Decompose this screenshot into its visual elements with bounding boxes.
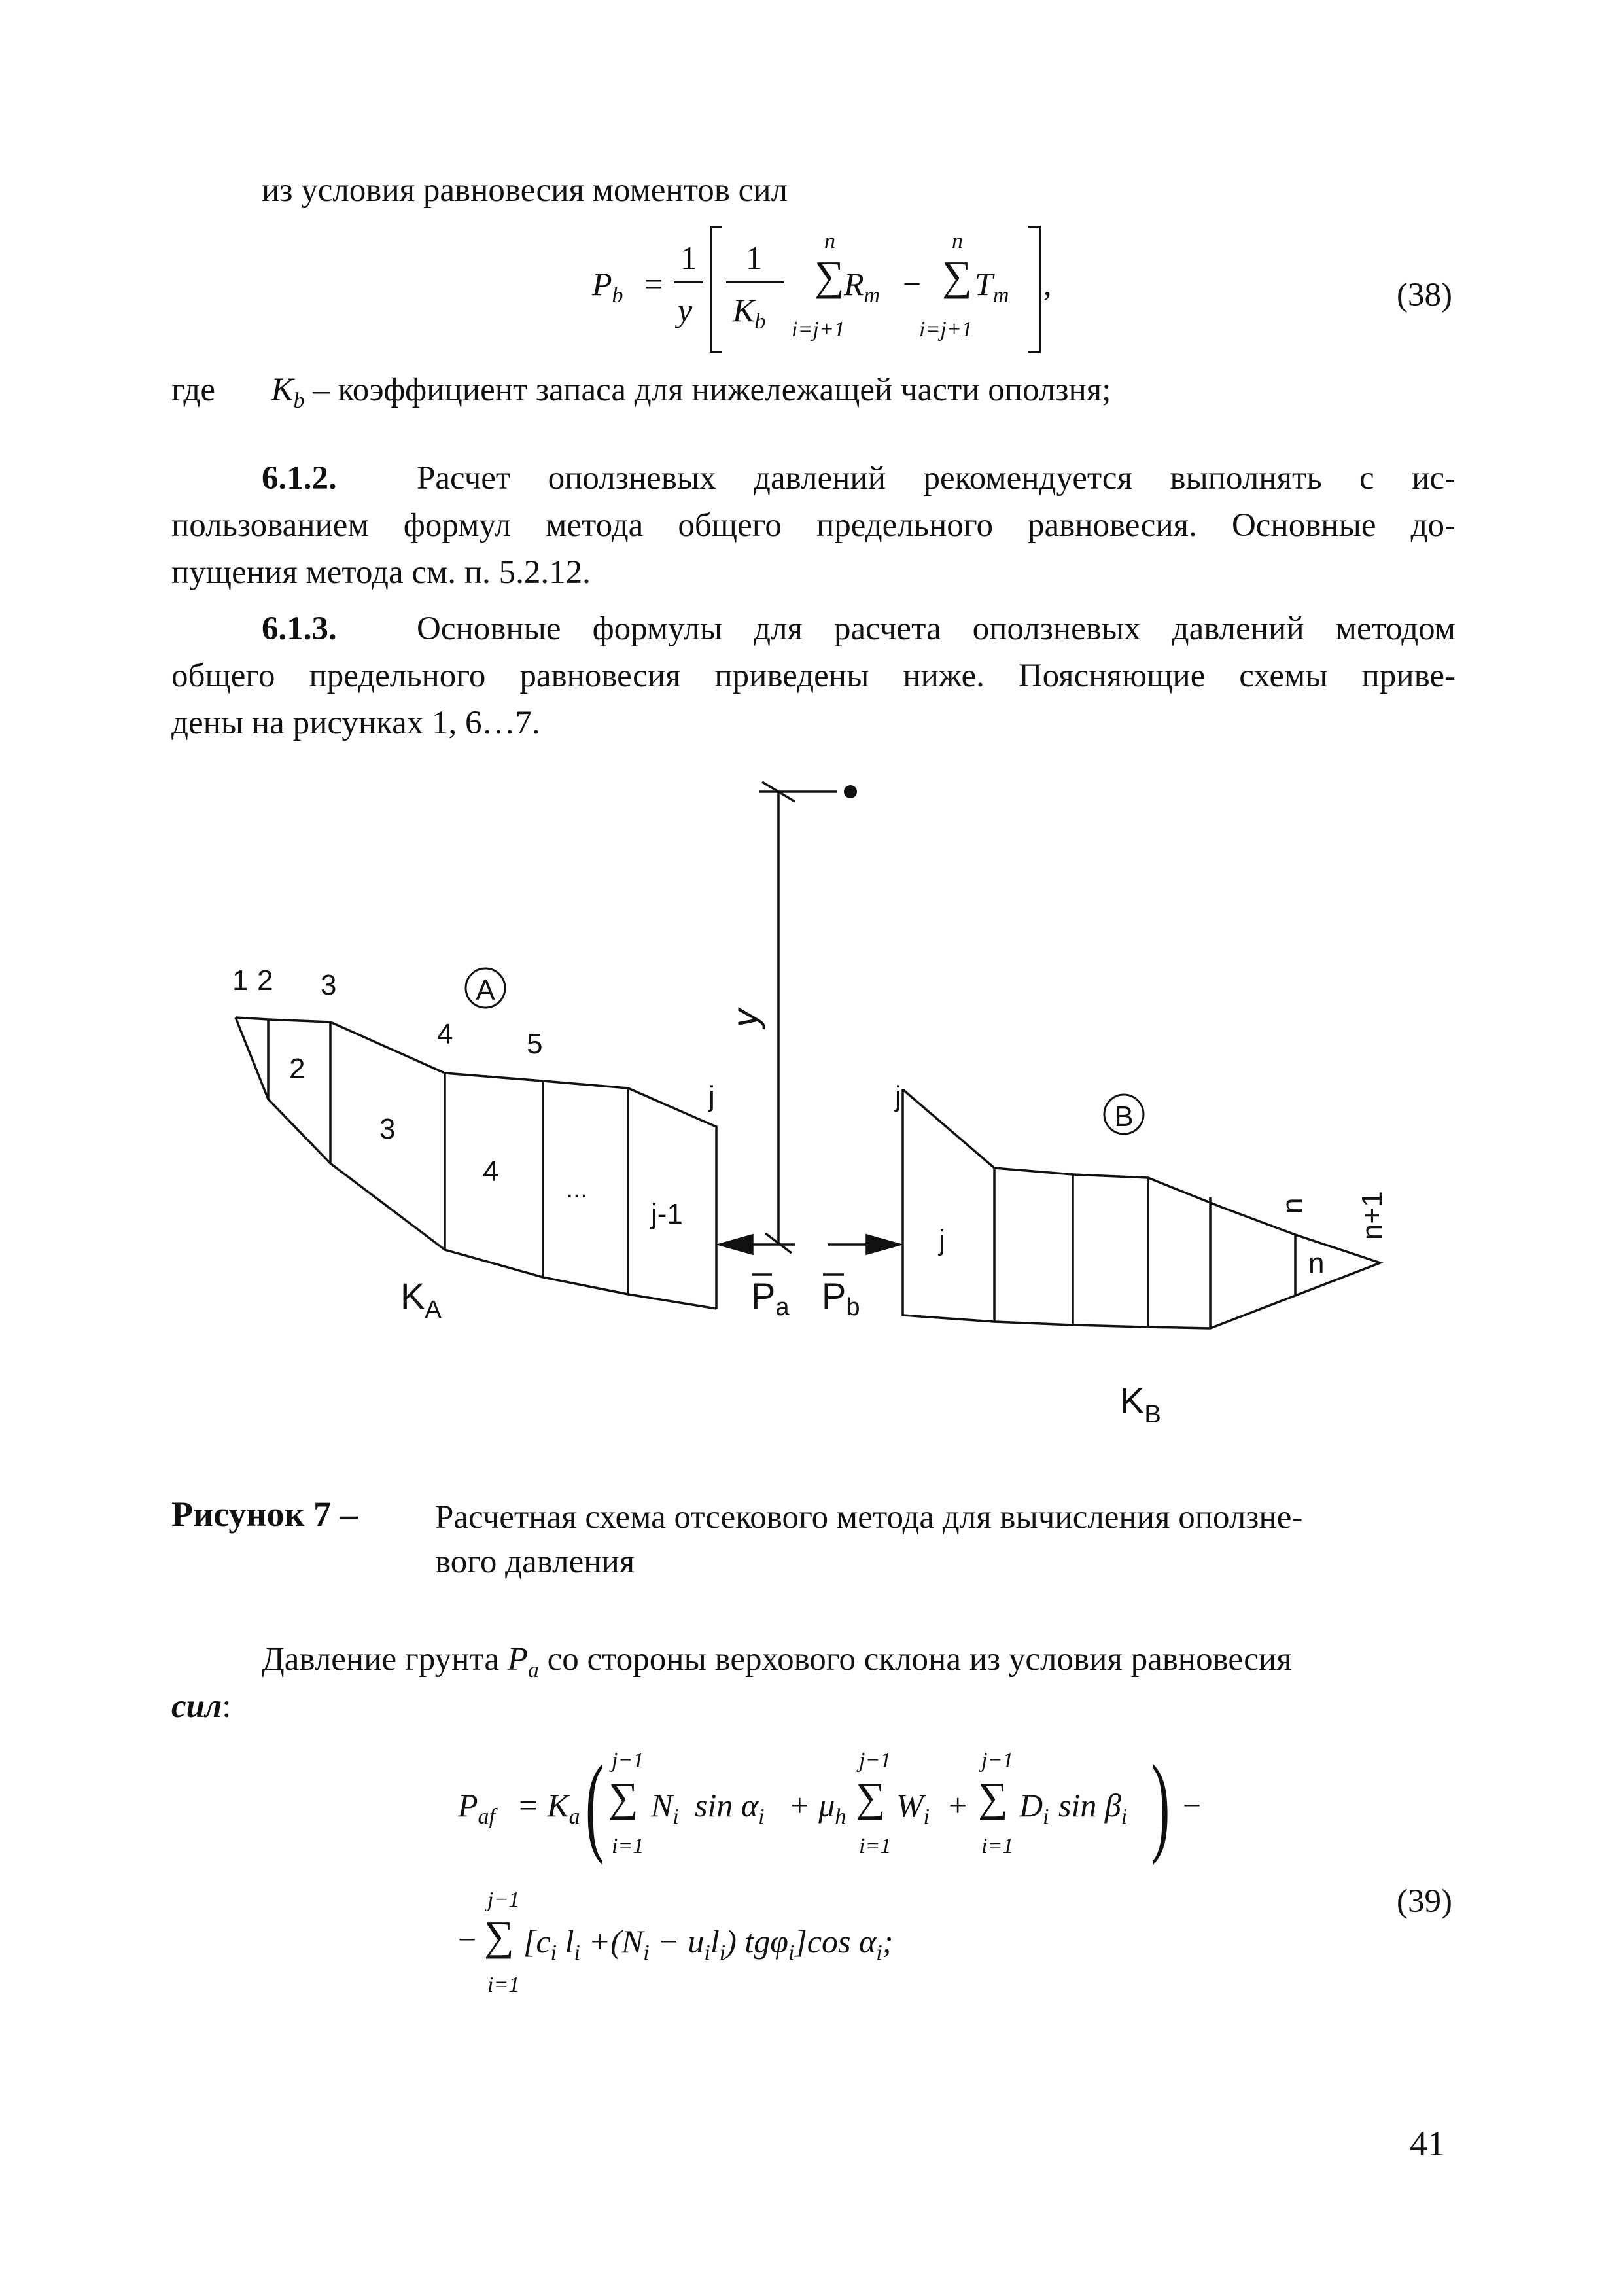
top-label-4: 4 [437,1018,453,1050]
pressure-start: Давление грунта [262,1641,499,1678]
eq39-sum4-bot: i=1 [487,1973,520,1997]
section-613-number: 6.1.3. [262,610,337,647]
eq38-sum2-sigma: ∑ [942,253,972,299]
eq39-sum2-top: j−1 [859,1748,892,1773]
section-612-line1-text: Расчет оползневых давлений рекомендуется выполнять с ис- [417,460,1456,497]
eq39-sum4-sigma: ∑ [484,1913,514,1959]
eq39-t1-func: $\sin \alpha_i$ [695,1787,765,1829]
eq38-frac2-den: $K_b$ [733,292,766,334]
pb-arrow [828,1235,899,1254]
pa-arrow [720,1235,795,1254]
top-label-3: 3 [321,969,337,1001]
eq39-sum3-bot: i=1 [981,1834,1014,1858]
eq39-t3: $D_i$ [1019,1787,1049,1829]
eq39-t1: $N_i$ [651,1787,679,1829]
label-pb: Pb [822,1275,860,1321]
eq39-plus2: + [949,1787,968,1824]
eq39-sum3-sigma: ∑ [978,1774,1008,1820]
eq39-sum1-bot: i=1 [612,1834,644,1858]
top-label-j: j [708,1080,715,1112]
eq39-lhs: $P_{af}$ [458,1787,495,1829]
slice-label-j: j [939,1224,945,1256]
eq39-sum2-sigma: ∑ [856,1774,886,1820]
eq39-sum2-bot: i=1 [859,1834,892,1858]
pressure-sil: сил [171,1688,222,1725]
eq38-sum1-top: n [824,229,835,253]
pressure-para-line2 [171,1683,231,1730]
eq38-minus: − [903,266,922,302]
section-612-line3: пущения метода см. п. 5.2.12. [171,554,591,591]
slice-label-dots: ... [566,1174,588,1203]
eq38-sum1-bot: i=j+1 [792,317,845,342]
eq38-term1: $R_m$ [844,266,881,308]
top-label-1: 1 [232,964,249,997]
section-612-number: 6.1.2. [262,460,337,497]
top-label-2: 2 [257,964,273,997]
slice-label-n: n [1308,1247,1325,1279]
body-a-top-outline [236,1017,716,1309]
eq39-sum1-top: j−1 [612,1748,644,1773]
eq39-sum3-top: j−1 [981,1748,1014,1773]
eq38-sum1-sigma: ∑ [814,253,845,299]
rotation-center-point [844,785,857,798]
label-kb: $K_B$ [1120,1380,1161,1428]
slice-label-2: 2 [289,1053,305,1085]
eq39-line2-expr: [$c_i$ $l_i +(N_i - u_il_i)$ tgφ$_i$]cos $\alpha_i$; [523,1923,894,1965]
eq38-lhs: $P_b$ [592,266,623,308]
label-ka: $K_A$ [400,1275,442,1324]
label-a: A [476,974,495,1006]
slice-label-j-1: j-1 [651,1198,683,1230]
eq39-dash: − [1183,1787,1202,1824]
eq39-left-paren: ( [585,1742,604,1865]
eq39-line2-minus: − [458,1921,477,1958]
body-b-top-outline [903,1089,1380,1328]
slice-label-3: 3 [379,1113,396,1145]
label-pa: Pa [751,1275,790,1321]
eq39-mu: + $\mu_h$ [788,1787,846,1829]
section-612-line2: пользованием формул метода общего предельного равновесия. Основные до- [171,507,1456,544]
figure-caption-label: Рисунок 7 – [171,1494,358,1534]
body-a-bottom-outline [236,1017,716,1309]
section-613-line3: дены на рисунках 1, 6…7. [171,705,540,741]
top-label-5: 5 [527,1028,543,1060]
figure-caption-line2: вого давления [435,1544,635,1580]
page-number: 41 [1410,2124,1445,2163]
label-n1-rotated: n+1 [1356,1191,1388,1240]
eq38-equals: = [644,266,663,302]
eq38-number: (38) [1397,277,1452,313]
figure-caption-line1: Расчетная схема отсекового метода для вычисления оползне- [435,1499,1303,1536]
eq39-sum1-sigma: ∑ [608,1774,638,1820]
eq38-frac1-num: 1 [680,239,697,276]
slice-label-4: 4 [483,1156,499,1188]
pressure-colon: : [222,1688,232,1725]
eq39-t2: $W_i$ [896,1787,930,1829]
eq39-number: (39) [1397,1883,1452,1920]
eq39-sum4-top: j−1 [487,1888,520,1912]
label-b: B [1114,1101,1134,1133]
label-y: y [724,1009,765,1027]
eq38-frac1-den: y [678,292,693,328]
eq39-right-paren: ) [1151,1742,1170,1865]
section-613-line2: общего предельного равновесия приведены ниже. Поясняющие схемы приве- [171,658,1456,694]
pressure-symbol: $P_a$ [507,1641,539,1683]
label-j-right: j [895,1080,901,1112]
label-n-rotated: n [1276,1197,1308,1214]
pressure-para-line1 [262,1636,1292,1694]
eq38-frac2-num: 1 [746,239,762,276]
eq39-t3-func: $\sin \beta_i$ [1058,1787,1128,1829]
eq38-sum2-top: n [952,229,963,253]
eq38-sum2-bot: i=j+1 [919,317,973,342]
where-word: где [171,372,215,408]
eq38-comma: , [1043,266,1052,302]
intro-line: из условия равновесия моментов сил [262,172,788,209]
eq39-k: = $K_a$ [517,1787,580,1829]
section-613-line1-text: Основные формулы для расчета оползневых давлений методом [417,610,1456,647]
pressure-rest: со стороны верхового склона из условия равновесия [547,1641,1292,1678]
where-text: – коэффициент запаса для нижележащей части оползня; [313,372,1111,408]
eq38-term2: $T_m$ [975,266,1009,308]
where-symbol: $K_b$ [271,372,305,414]
